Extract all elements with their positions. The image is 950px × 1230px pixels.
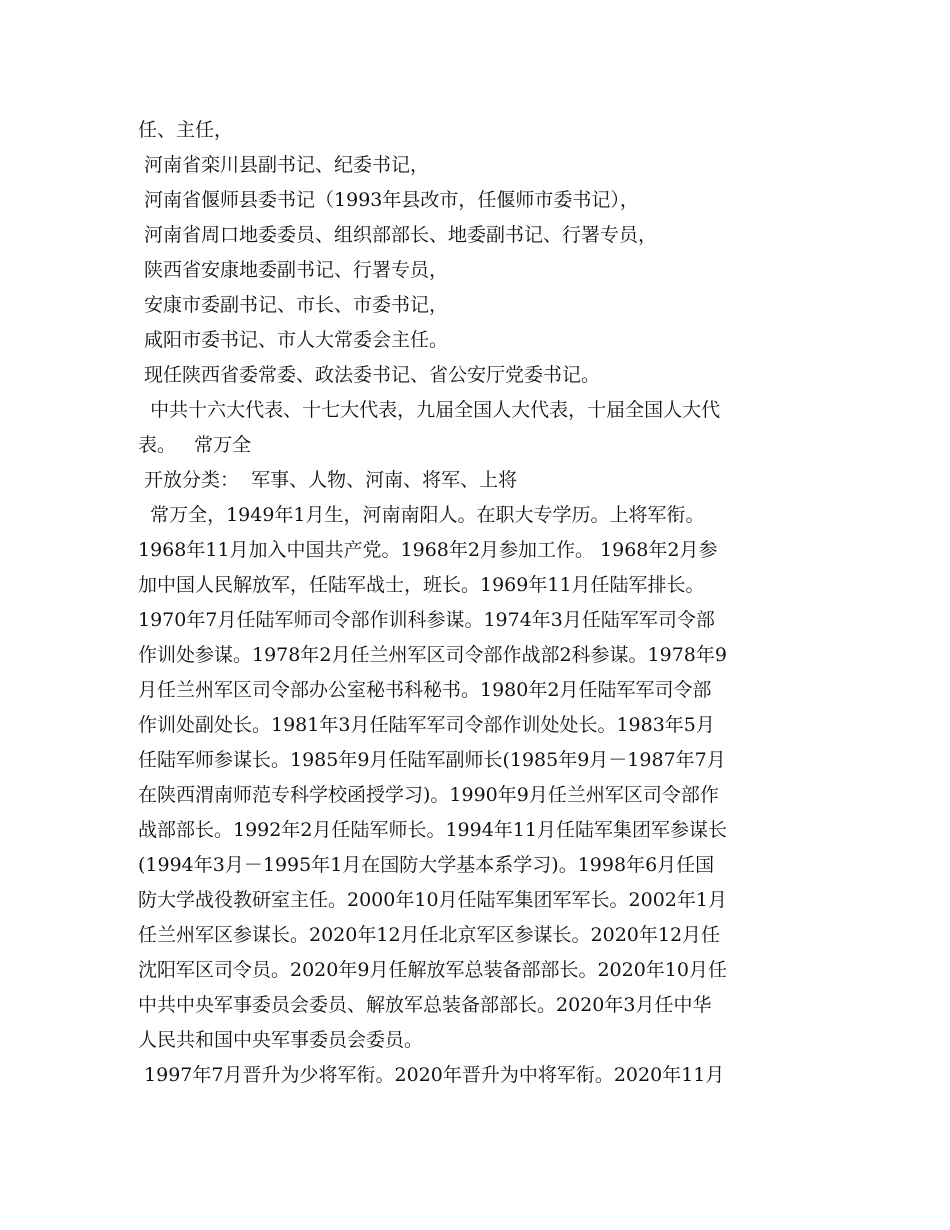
text-line: 中共十六大代表、十七大代表，九届全国人大代表，十届全国人大代 bbox=[138, 399, 721, 421]
text-line: 中共中央军事委员会委员、解放军总装备部部长。2020年3月任中华 bbox=[138, 994, 712, 1016]
text-line: 任兰州军区参谋长。2020年12月任北京军区参谋长。2020年12月任 bbox=[138, 924, 721, 946]
text-line: 人民共和国中央军事委员会委员。 bbox=[138, 1029, 424, 1051]
text-line: 1997年7月晋升为少将军衔。2020年晋升为中将军衔。2020年11月 bbox=[138, 1064, 725, 1086]
text-line: 安康市委副书记、市长、市委书记， bbox=[138, 294, 449, 316]
text-line: 任、主任， bbox=[138, 119, 234, 141]
text-line: 任陆军师参谋长。1985年9月任陆军副师长(1985年9月－1987年7月 bbox=[138, 749, 726, 771]
text-line: 河南省栾川县副书记、纪委书记， bbox=[138, 154, 430, 176]
text-line: 1970年7月任陆军师司令部作训科参谋。1974年3月任陆军军司令部 bbox=[138, 609, 715, 631]
text-line: 作训处副处长。1981年3月任陆军军司令部作训处处长。1983年5月 bbox=[138, 714, 715, 736]
text-line: 常万全，1949年1月生，河南南阳人。在职大专学历。上将军衔。 bbox=[138, 504, 705, 526]
text-line: (1994年3月－1995年1月在国防大学基本系学习)。1998年6月任国 bbox=[138, 854, 715, 876]
text-line: 陕西省安康地委副书记、行署专员， bbox=[138, 259, 449, 281]
text-line: 战部部长。1992年2月任陆军师长。1994年11月任陆军集团军参谋长 bbox=[138, 819, 727, 841]
text-line: 作训处参谋。1978年2月任兰州军区司令部作战部2科参谋。1978年9 bbox=[138, 644, 727, 666]
text-line: 月任兰州军区司令部办公室秘书科秘书。1980年2月任陆军军司令部 bbox=[138, 679, 712, 701]
text-line: 开放分类： 军事、人物、河南、将军、上将 bbox=[138, 469, 518, 491]
text-line: 加中国人民解放军，任陆军战士，班长。1969年11月任陆军排长。 bbox=[138, 574, 705, 596]
text-line: 河南省偃师县委书记（1993年县改市，任偃师市委书记）， bbox=[138, 189, 639, 211]
text-line: 沈阳军区司令员。2020年9月任解放军总装备部部长。2020年10月任 bbox=[138, 959, 727, 981]
text-line: 表。 常万全 bbox=[138, 434, 252, 456]
text-line: 河南省周口地委委员、组织部部长、地委副书记、行署专员， bbox=[138, 224, 658, 246]
text-line: 咸阳市委书记、市人大常委会主任。 bbox=[138, 329, 449, 351]
text-line: 在陕西渭南师范专科学校函授学习)。1990年9月任兰州军区司令部作 bbox=[138, 784, 719, 806]
text-line: 防大学战役教研室主任。2000年10月任陆军集团军军长。2002年1月 bbox=[138, 889, 727, 911]
document-body bbox=[138, 113, 818, 1093]
text-line: 1968年11月加入中国共产党。1968年2月参加工作。 1968年2月参 bbox=[138, 539, 718, 561]
text-line: 现任陕西省委常委、政法委书记、省公安厅党委书记。 bbox=[138, 364, 601, 386]
